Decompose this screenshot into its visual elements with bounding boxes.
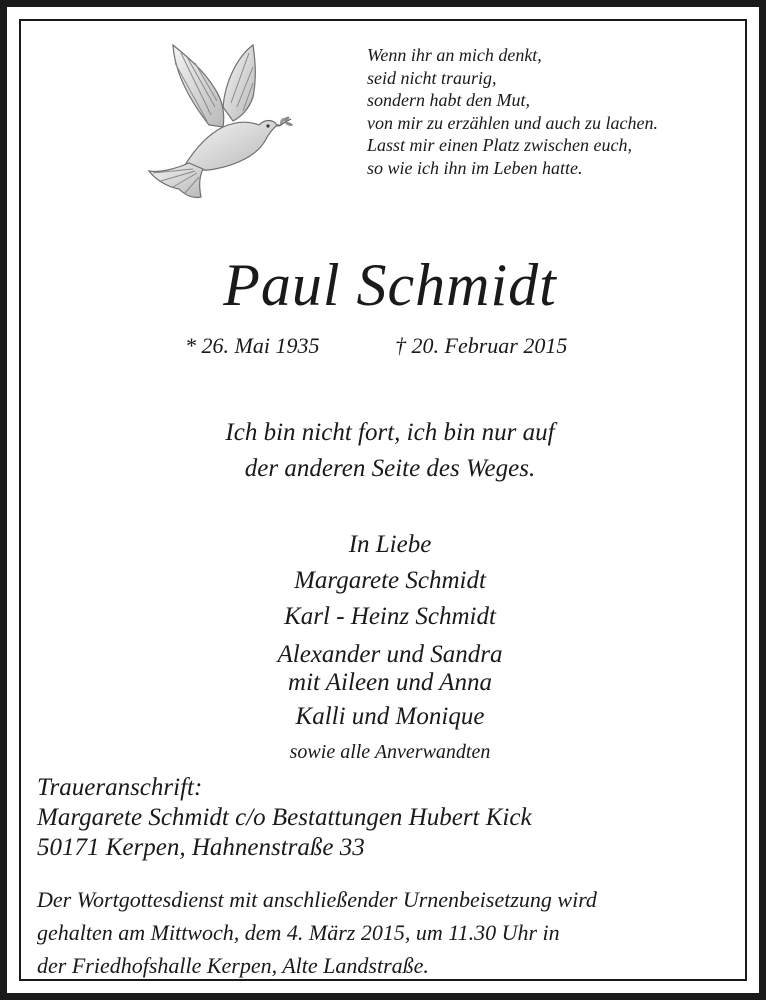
deceased-name: Paul Schmidt <box>223 252 557 318</box>
mourning-address <box>37 773 532 863</box>
service-line: der Friedhofshalle Kerpen, Alte Landstraße. <box>37 953 429 978</box>
family-member: mit Aileen und Anna <box>288 669 492 696</box>
memorial-poem <box>367 44 658 179</box>
address-line: Margarete Schmidt c/o Bestattungen Hubert Kick <box>37 804 532 831</box>
family-closing: sowie alle Anverwandten <box>289 741 491 763</box>
farewell-quote <box>7 415 766 487</box>
quote-line: der anderen Seite des Weges. <box>244 455 536 482</box>
death-date: † 20. Februar 2015 <box>395 333 568 358</box>
birth-date: * 26. Mai 1935 <box>185 333 320 358</box>
poem-line: so wie ich ihn im Leben hatte. <box>367 157 583 178</box>
address-label: Traueranschrift: <box>37 774 203 801</box>
family-member: Margarete Schmidt <box>294 567 486 594</box>
poem-line: sondern habt den Mut, <box>367 90 530 110</box>
service-line: gehalten am Mittwoch, dem 4. März 2015, um 11.30 Uhr in <box>37 920 560 945</box>
family-member: Kalli und Monique <box>295 703 485 730</box>
address-line: 50171 Kerpen, Hahnenstraße 33 <box>37 834 365 861</box>
poem-line: seid nicht traurig, <box>367 67 497 88</box>
family-member: Karl - Heinz Schmidt <box>284 603 496 630</box>
poem-line: von mir zu erzählen und auch zu lachen. <box>367 112 658 133</box>
service-info <box>37 883 597 982</box>
family-member-group <box>7 635 766 699</box>
family-signatures <box>7 527 766 769</box>
service-line: Der Wortgottesdienst mit anschließender Urnenbeisetzung wird <box>37 887 597 912</box>
family-intro: In Liebe <box>348 531 432 558</box>
poem-line: Lasst mir einen Platz zwischen euch, <box>367 135 632 155</box>
poem-line: Wenn ihr an mich denkt, <box>367 45 542 65</box>
dove-icon <box>145 37 295 202</box>
quote-line: Ich bin nicht fort, ich bin nur auf <box>225 419 555 446</box>
family-member: Alexander und Sandra <box>277 641 503 668</box>
